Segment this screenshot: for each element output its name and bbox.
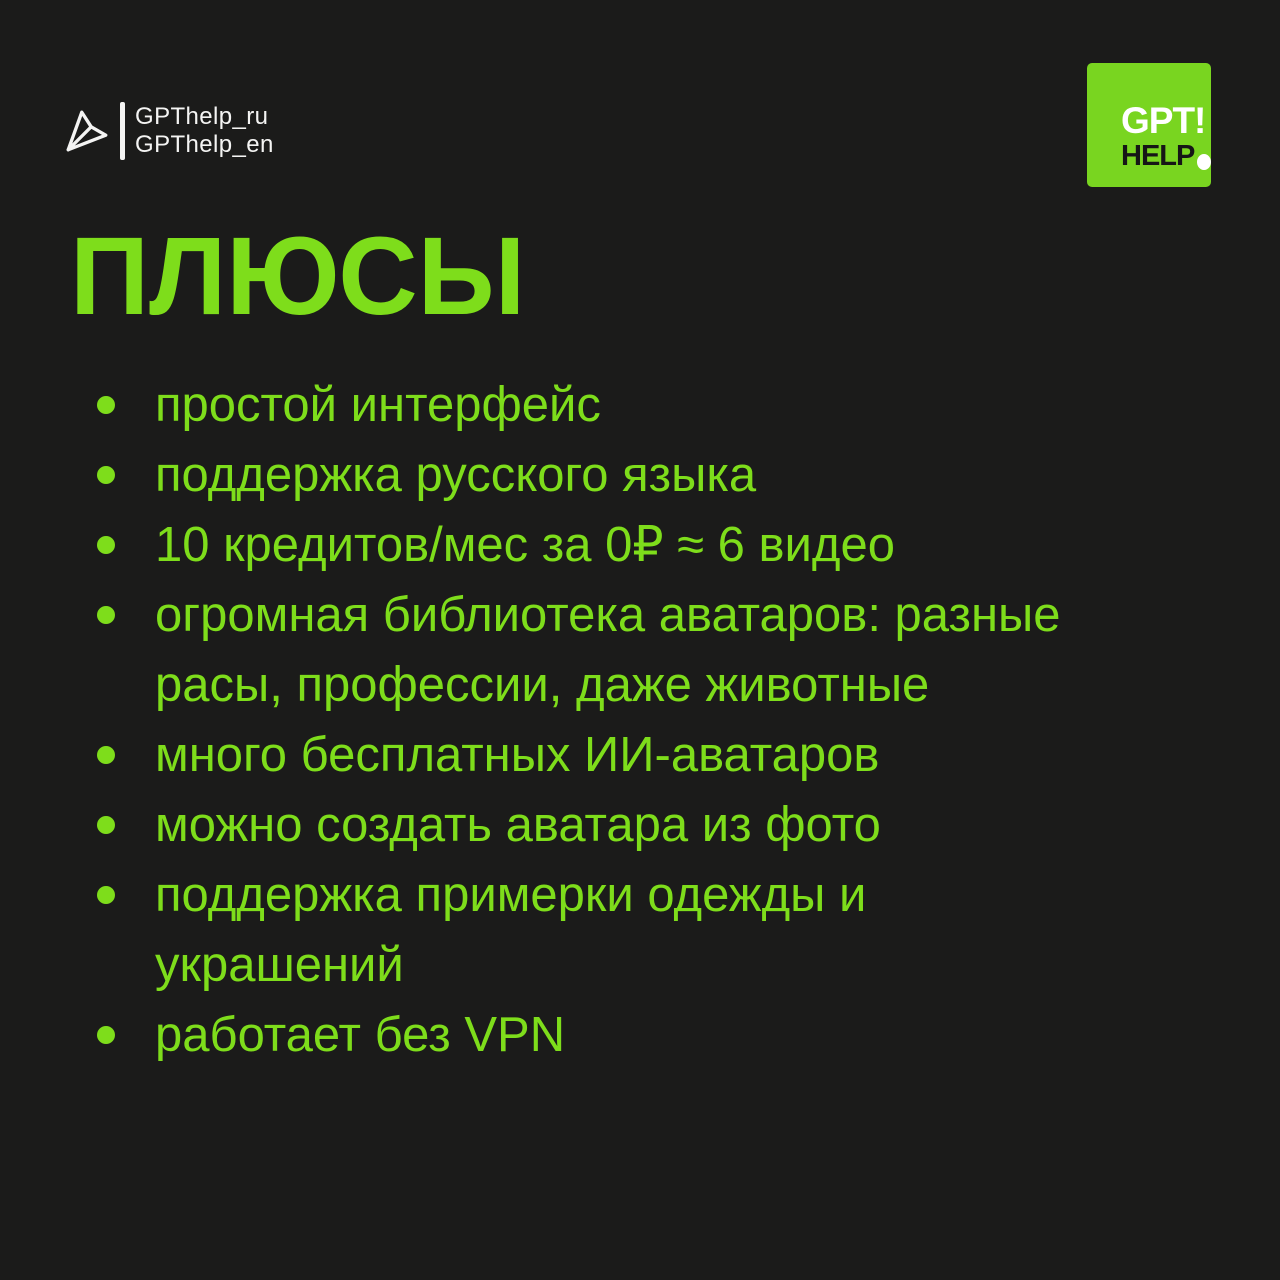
telegram-channels-block	[62, 102, 274, 160]
telegram-channel-ru: GPThelp_ru	[135, 103, 269, 130]
list-item-text: поддержка русского языка	[155, 448, 757, 502]
list-item-text: много бесплатных ИИ-аватаров	[155, 728, 880, 782]
list-item	[97, 860, 1082, 1000]
vertical-divider	[120, 102, 125, 160]
list-item-text: простой интерфейс	[155, 378, 601, 432]
list-item-text: можно создать аватара из фото	[155, 798, 881, 852]
logo-text-gpt: GPT!	[1121, 100, 1206, 141]
page-title: ПЛЮСЫ	[70, 215, 526, 338]
telegram-channel-names	[135, 103, 274, 159]
list-item	[97, 790, 1082, 860]
logo-line-help	[1121, 142, 1211, 171]
bullet-icon	[97, 746, 115, 764]
bullet-icon	[97, 536, 115, 554]
list-item	[97, 720, 1082, 790]
list-item-text: огромная библиотека аватаров: разные расы, профессии, даже животные	[155, 588, 1061, 712]
bullet-icon	[97, 1026, 115, 1044]
list-item	[97, 440, 1082, 510]
list-item-text: работает без VPN	[155, 1008, 566, 1062]
bullet-icon	[97, 606, 115, 624]
list-item-text: поддержка примерки одежды и украшений	[155, 868, 867, 992]
bullet-icon	[97, 816, 115, 834]
list-item	[97, 580, 1082, 720]
telegram-paper-plane-icon	[62, 106, 112, 156]
logo-text-help: HELP	[1121, 140, 1195, 172]
list-item	[97, 1000, 1082, 1070]
bullet-icon	[97, 466, 115, 484]
list-item-text: 10 кредитов/мес за 0₽ ≈ 6 видео	[155, 518, 896, 572]
logo-dot-icon	[1197, 154, 1211, 170]
list-item	[97, 510, 1082, 580]
bullet-icon	[97, 396, 115, 414]
telegram-channel-en: GPThelp_en	[135, 131, 274, 158]
bullet-icon	[97, 886, 115, 904]
gpthelp-logo	[1087, 63, 1211, 187]
pros-list	[97, 370, 1082, 1070]
list-item	[97, 370, 1082, 440]
